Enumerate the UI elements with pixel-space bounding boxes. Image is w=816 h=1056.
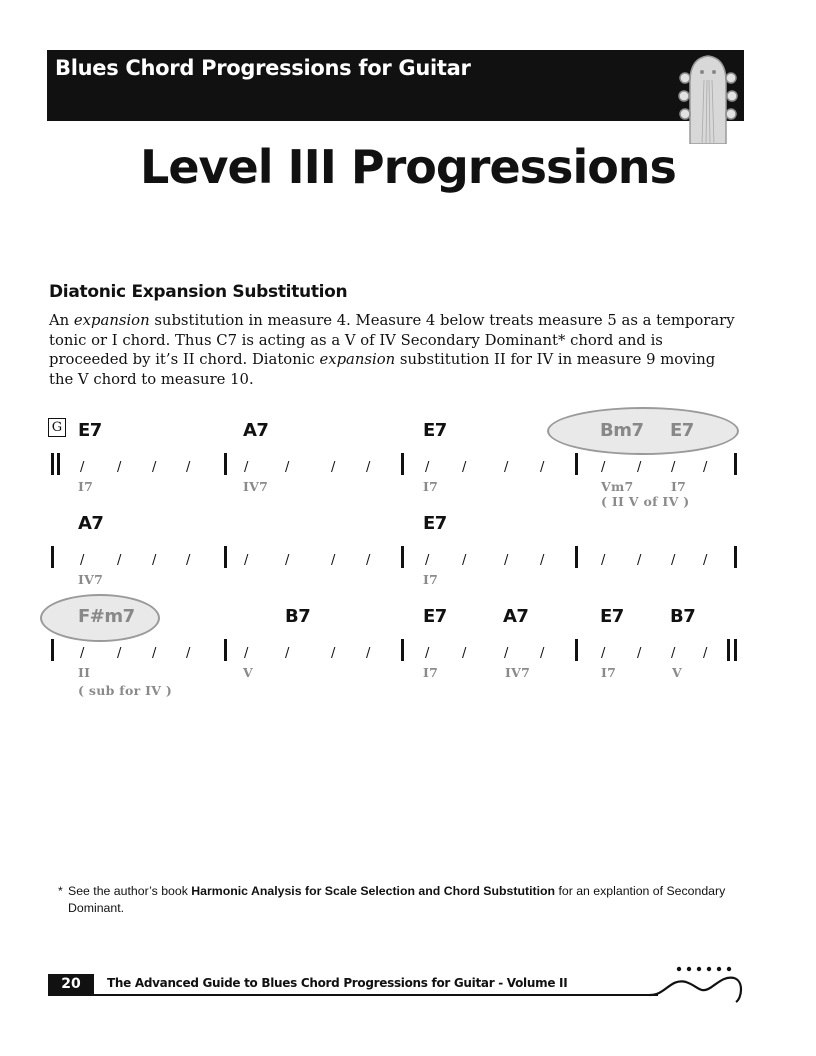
roman-numeral: V (243, 665, 253, 680)
beat-slash: / (244, 460, 249, 475)
beat-slash: / (186, 553, 191, 568)
beat-slash: / (703, 646, 708, 661)
chord-symbol: E7 (423, 513, 447, 534)
beat-slash: / (425, 553, 430, 568)
barline (401, 453, 404, 475)
beat-slash: / (540, 460, 545, 475)
roman-numeral: I7 (423, 479, 439, 494)
page-number: 20 (48, 974, 94, 995)
final-barline (734, 639, 737, 661)
beat-slash: / (152, 646, 157, 661)
roman-numeral: I7 (78, 479, 94, 494)
beat-slash: / (80, 646, 85, 661)
roman-numeral: Vm7 (601, 479, 634, 494)
beat-slash: / (540, 646, 545, 661)
beat-slash: / (637, 460, 642, 475)
page-title: Level III Progressions (140, 140, 676, 194)
beat-slash: / (671, 553, 676, 568)
beat-slash: / (186, 646, 191, 661)
barline (51, 546, 54, 568)
barline (51, 639, 54, 661)
beat-slash: / (462, 460, 467, 475)
chord-symbol: E7 (600, 606, 624, 627)
beat-slash: / (703, 553, 708, 568)
rehearsal-mark: G (48, 418, 66, 437)
beat-slash: / (285, 460, 290, 475)
beat-slash: / (366, 646, 371, 661)
footnote-book-title: Harmonic Analysis for Scale Selection and Chord Substutition (191, 884, 556, 898)
roman-numeral: I7 (671, 479, 687, 494)
beat-slash: / (504, 553, 509, 568)
footnote-pre: See the author’s book (68, 884, 192, 898)
section-heading: Diatonic Expansion Substitution (49, 282, 348, 302)
chord-symbol: A7 (243, 420, 269, 441)
beat-slash: / (504, 646, 509, 661)
beat-slash: / (117, 646, 122, 661)
chord-symbol: A7 (78, 513, 104, 534)
beat-slash: / (152, 460, 157, 475)
double-barline (57, 453, 60, 475)
barline (224, 546, 227, 568)
chord-symbol: B7 (285, 606, 311, 627)
beat-slash: / (117, 553, 122, 568)
beat-slash: / (152, 553, 157, 568)
barline (401, 546, 404, 568)
beat-slash: / (186, 460, 191, 475)
barline (734, 453, 737, 475)
beat-slash: / (462, 646, 467, 661)
beat-slash: / (331, 460, 336, 475)
footer-divider (48, 994, 658, 996)
beat-slash: / (244, 646, 249, 661)
footnote-text (58, 883, 748, 917)
roman-numeral: I7 (601, 665, 617, 680)
chord-symbol: Bm7 (600, 420, 644, 441)
beat-slash: / (285, 646, 290, 661)
beat-slash: / (80, 460, 85, 475)
barline (401, 639, 404, 661)
guitar-body-flourish-icon (648, 962, 746, 1006)
footer-text: The Advanced Guide to Blues Chord Progressions for Guitar - Volume II (107, 976, 568, 990)
intro-text: substitution in measure 4. Measure 4 below treats measure 5 as a temporary tonic or I chord. Thus C7 is acting as a V of IV Secondary Dominant* chord and is proceeded by it’s II chord. Diatonic (49, 312, 735, 368)
beat-slash: / (637, 553, 642, 568)
intro-emphasis: expansion (319, 351, 396, 368)
beat-slash: / (80, 553, 85, 568)
barline (224, 639, 227, 661)
intro-text: An (49, 312, 74, 329)
header-title: Blues Chord Progressions for Guitar (55, 56, 471, 80)
barline (224, 453, 227, 475)
analysis-note: ( sub for IV ) (78, 683, 173, 698)
barline (734, 546, 737, 568)
intro-emphasis: expansion (73, 312, 150, 329)
beat-slash: / (504, 460, 509, 475)
roman-numeral: IV7 (505, 665, 531, 680)
chord-symbol: E7 (670, 420, 694, 441)
intro-text: substitution II for IV in measure 9 moving the V chord to measure 10. (49, 351, 716, 388)
beat-slash: / (540, 553, 545, 568)
beat-slash: / (601, 460, 606, 475)
footnote-asterisk: * (58, 884, 63, 898)
beat-slash: / (637, 646, 642, 661)
roman-numeral: II (78, 665, 91, 680)
beat-slash: / (703, 460, 708, 475)
beat-slash: / (285, 553, 290, 568)
chord-symbol: E7 (423, 420, 447, 441)
roman-numeral: IV7 (78, 572, 104, 587)
roman-numeral: IV7 (243, 479, 269, 494)
beat-slash: / (425, 460, 430, 475)
barline (575, 453, 578, 475)
beat-slash: / (331, 553, 336, 568)
barline (575, 546, 578, 568)
chord-symbol: F#m7 (78, 606, 135, 627)
beat-slash: / (331, 646, 336, 661)
beat-slash: / (462, 553, 467, 568)
beat-slash: / (117, 460, 122, 475)
beat-slash: / (425, 646, 430, 661)
chord-symbol: E7 (423, 606, 447, 627)
beat-slash: / (601, 553, 606, 568)
beat-slash: / (671, 460, 676, 475)
roman-numeral: I7 (423, 665, 439, 680)
chord-symbol: B7 (670, 606, 696, 627)
footnote-post: for an explantion of Secondary Dominant. (68, 884, 726, 915)
beat-slash: / (671, 646, 676, 661)
footnote (58, 883, 748, 917)
beat-slash: / (244, 553, 249, 568)
final-barline (727, 639, 730, 661)
analysis-note: ( II V of IV ) (601, 494, 690, 509)
double-barline (51, 453, 54, 475)
roman-numeral: V (672, 665, 682, 680)
beat-slash: / (366, 460, 371, 475)
roman-numeral: I7 (423, 572, 439, 587)
beat-slash: / (366, 553, 371, 568)
barline (575, 639, 578, 661)
chord-symbol: E7 (78, 420, 102, 441)
chord-symbol: A7 (503, 606, 529, 627)
beat-slash: / (601, 646, 606, 661)
